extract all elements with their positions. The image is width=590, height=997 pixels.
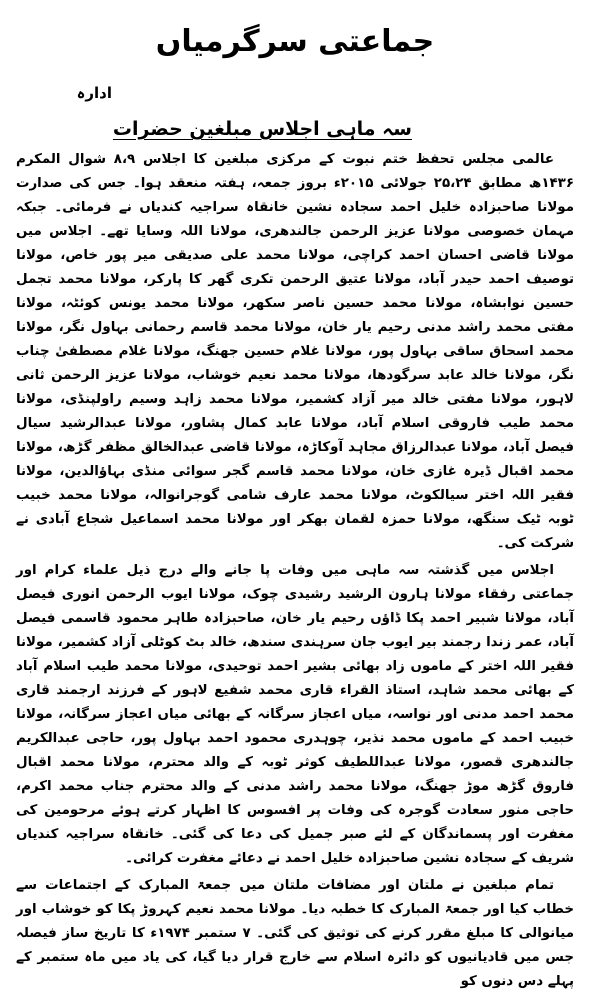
section-heading: سہ ماہی اجلاس مبلغین حضرات bbox=[112, 118, 412, 140]
paragraph: اجلاس میں گذشتہ سہ ماہی میں وفات پا جانے والے درج ذیل علماء کرام اور جماعتی رفقاء مولانا ہارون الرشید رشیدی چوک، مولانا ایوب الرحمن انوری فیصل آباد، مولانا شبیر احمد پکا ڈاؤں رحیم یار خان، صاحبزادہ طاہر محمود قاسمی فیصل آباد، عمر زندا رجمند بیر ایوب جان سرہندی سندھ، خالد بٹ کوٹلی آزاد کشمیر، مولانا فقیر اللہ اختر کے ماموں زاد بھائی بشیر احمد توحیدی، مولانا محمد طیب اسلام آباد کے بھائی محمد شاہد، استاذ القراء قاری محمد شفیع لاہور کے فرزند ارجمند قاری محمد احمد مدنی اور نواسہ، میاں اعجاز سرگانہ کے بھائی میاں اعجاز سرگانہ، مولانا خبیب احمد کے ماموں محمد نذیر، چوہدری محمود احمد بہاول پور، حاجی عبدالکریم جالندھری قصور، مولانا عبداللطیف کوثر ٹوبہ کے والد محترم، مولانا محمد اقبال فاروق گڑھ موڑ جھنگ، مولانا محمد راشد مدنی کے والد محترم جناب محمد اکرم، حاجی منور سعادت گوجرہ کی وفات پر افسوس کا اظہار کرتے ہوئے مرحومین کی مغفرت اور پسماندگان کے لئے صبر جمیل کی دعا کی گئی۔ خانقاہ سراجیہ کندیاں شریف کے سجادہ نشین صاحبزادہ خلیل احمد نے دعائے مغفرت کرائی۔ bbox=[16, 563, 574, 866]
paragraph: عالمی مجلس تحفظ ختم نبوت کے مرکزی مبلغین کا اجلاس ۸،۹ شوال المکرم ۱۴۳۶ھ مطابق ۲۵،۲۴ جولائی ۲۰۱۵ء بروز جمعہ، ہفتہ منعقد ہوا۔ جس کی صدارت مولانا صاحبزادہ خلیل احمد سجادہ نشین خانقاہ سراجیہ کندیاں نے فرمائی۔ جبکہ مہمان خصوصی مولانا عزیز الرحمن جالندھری، مولانا اللہ وسایا تھے۔ اجلاس میں مولانا قاضی احسان احمد کراچی، مولانا محمد علی صدیقی میر پور خاص، مولانا توصیف احمد حیدر آباد، مولانا عتیق الرحمن تکری گھر کا پارکر، مولانا محمد تجمل حسین نوابشاہ، مولانا محمد حسین ناصر سکھر، مولانا محمد یونس کوئٹہ، مولانا مفتی محمد راشد مدنی رحیم یار خان، مولانا محمد قاسم رحمانی بہاول نگر، مولانا محمد اسحاق ساقی بہاول پور، مولانا غلام حسین جھنگ، مولانا غلام مصطفیٰ چناب نگر، مولانا خالد عابد سرگودھا، مولانا محمد نعیم خوشاب، مولانا عزیز الرحمن ثانی لاہور، مولانا مفتی خالد میر آزاد کشمیر، مولانا محمد زاہد وسیم راولپنڈی، مولانا محمد طیب فاروقی اسلام آباد، مولانا عابد کمال پشاور، مولانا عبدالرشید سیال فیصل آباد، مولانا عبدالرزاق مجاہد آوکاڑہ، مولانا قاضی عبدالخالق مظفر گڑھ، مولانا محمد اقبال ڈیرہ غازی خان، مولانا محمد قاسم گجر سوائی منڈی بہاؤالدین، مولانا فقیر اللہ اختر سیالکوٹ، مولانا محمد عارف شامی گوجرانوالہ، مولانا محمد خبیب ٹوبہ ٹیک سنگھ، مولانا حمزہ لقمان بھکر اور مولانا محمد اسماعیل شجاع آبادی نے شرکت کی۔ bbox=[16, 152, 575, 551]
paragraph: تمام مبلغین نے ملتان اور مضافات ملتان میں جمعۃ المبارک کے اجتماعات سے خطاب کیا اور جمعۃ المبارک کا خطبہ دیا۔ مولانا محمد نعیم کہروڑ پکا کو خوشاب اور میانوالی کا مبلغ مقرر کرنے کی توثیق کی گئی۔ ۷ ستمبر ۱۹۷۴ء کا تاریخ ساز فیصلہ جس میں قادیانیوں کو دائرہ اسلام سے خارج قرار دیا گیا، کی یاد میں ماہ ستمبر کے پہلے دس دنوں کو bbox=[16, 878, 574, 989]
page-title: جماعتی سرگرمیاں bbox=[155, 24, 435, 59]
article-body bbox=[16, 148, 574, 997]
byline: ادارہ bbox=[76, 84, 112, 102]
